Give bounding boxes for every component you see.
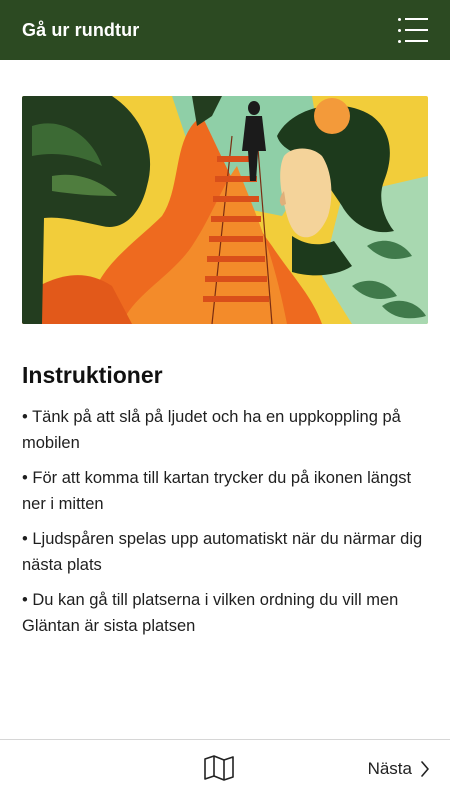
app-header: [0, 0, 450, 60]
instruction-item: • Tänk på att slå på ljudet och ha en uppkoppling på mobilen: [22, 408, 401, 452]
next-label: Nästa: [367, 759, 412, 778]
chevron-right-icon: [420, 761, 430, 777]
instruction-item: • För att komma till kartan trycker du på ikonen längst ner i mitten: [22, 469, 412, 513]
map-button[interactable]: [203, 755, 235, 781]
hero-illustration: [22, 96, 428, 324]
bottom-navigation: [0, 739, 450, 800]
page-title: Gå ur rundtur: [22, 19, 140, 40]
instructions-heading: Instruktioner: [22, 362, 163, 388]
next-button[interactable]: [368, 756, 430, 782]
instruction-item: • Ljudspåren spelas upp automatiskt när du närmar dig nästa plats: [22, 530, 423, 574]
menu-button[interactable]: [398, 17, 428, 43]
instruction-item: • Du kan gå till platserna i vilken ordning du vill men Gläntan är sista platsen: [22, 591, 399, 635]
instructions-list: [22, 404, 432, 648]
map-icon: [203, 755, 235, 781]
